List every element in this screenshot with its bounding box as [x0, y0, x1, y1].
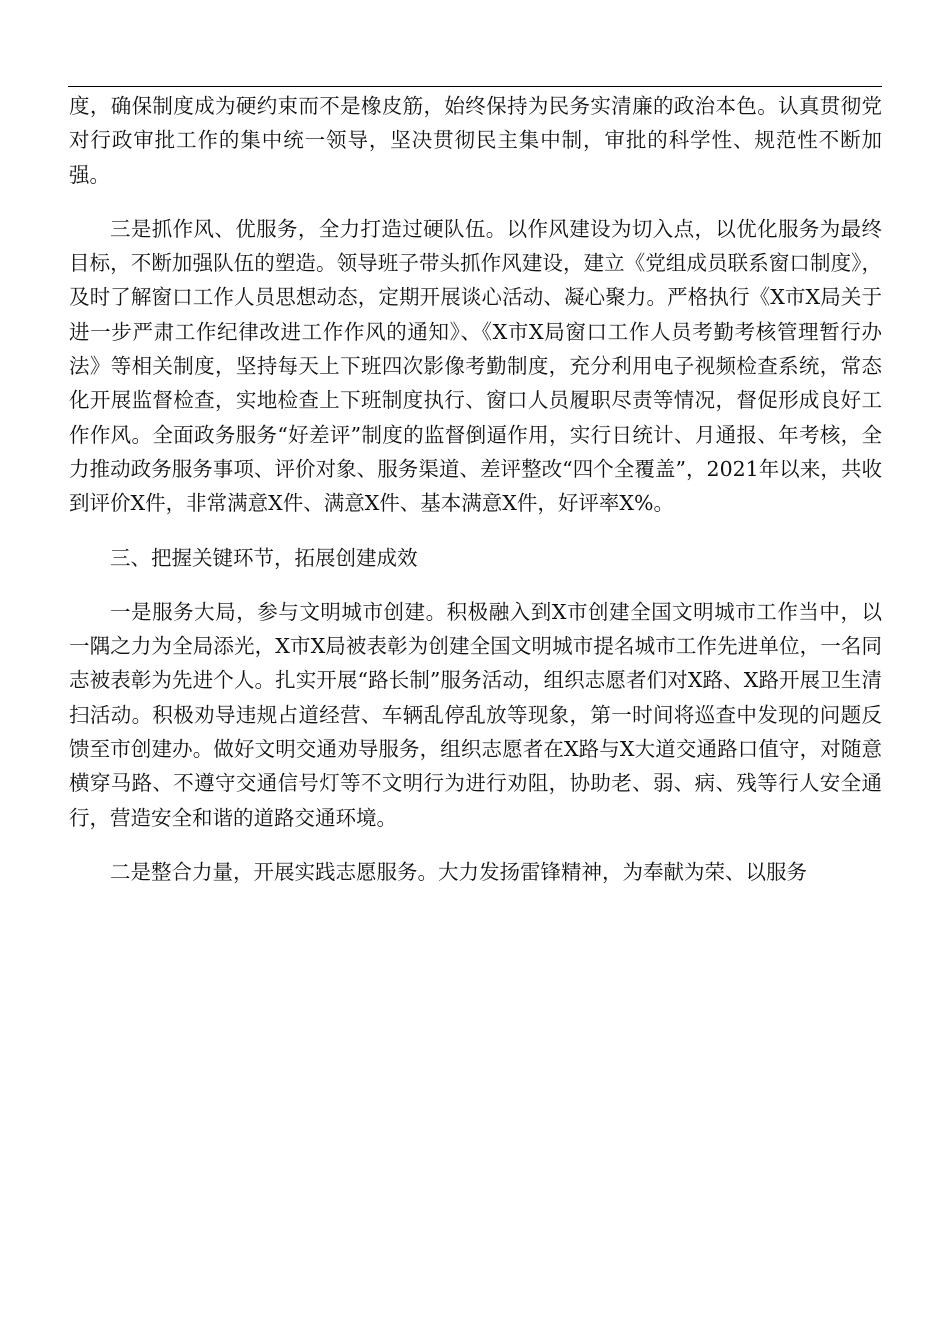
paragraph-civilized-city: 一是服务大局，参与文明城市创建。积极融入到X市创建全国文明城市工作当中，以一隅之力为全局添光，X市X局被表彰为创建全国文明城市提名城市工作先进单位，一名同志被表彰为先进个人。扎实开展“路长制”服务活动，组织志愿者们对X路、X路开展卫生清扫活动。积极劝导违规占道经营、车辆乱停乱放等现象，第一时间将巡查中发现的问题反馈至市创建办。做好文明交通劝导服务，组织志愿者在X路与X大道交通路口值守，对随意横穿马路、不遵守交通信号灯等不文明行为进行劝阻，协助老、弱、病、残等行人安全通行，营造安全和谐的道路交通环境。	[69, 599, 882, 830]
paragraph-volunteer-service: 二是整合力量，开展实践志愿服务。大力发扬雷锋精神，为奉献为荣、以服务	[110, 859, 807, 884]
section-heading: 三、把握关键环节，拓展创建成效	[110, 545, 418, 570]
paragraph-style-service: 三是抓作风、优服务，全力打造过硬队伍。以作风建设为切入点，以优化服务为最终目标，不断加强队伍的塑造。领导班子带头抓作风建设，建立《党组成员联系窗口制度》，及时了解窗口工作人员思想动态，定期开展谈心活动、凝心聚力。严格执行《X市X局关于进一步严肃工作纪律改进工作作风的通知》、《X市X局窗口工作人员考勤考核管理暂行办法》等相关制度，坚持每天上下班四次影像考勤制度，充分利用电子视频检查系统，常态化开展监督检查，实地检查上下班制度执行、窗口人员履职尽责等情况，督促形成良好工作作风。全面政务服务“好差评”制度的监督倒逼作用，实行日统计、月通报、年考核，全力推动政务服务事项、评价对象、服务渠道、差评整改“四个全覆盖”，2021年以来，共收到评价X件，非常满意X件、满意X件、基本满意X件，好评率X%。	[69, 216, 882, 516]
header-rule	[68, 86, 882, 87]
document-body	[69, 89, 882, 889]
paragraph-continuation: 度，确保制度成为硬约束而不是橡皮筋，始终保持为民务实清廉的政治本色。认真贯彻党对行政审批工作的集中统一领导，坚决贯彻民主集中制，审批的科学性、规范性不断加强。	[69, 94, 882, 187]
